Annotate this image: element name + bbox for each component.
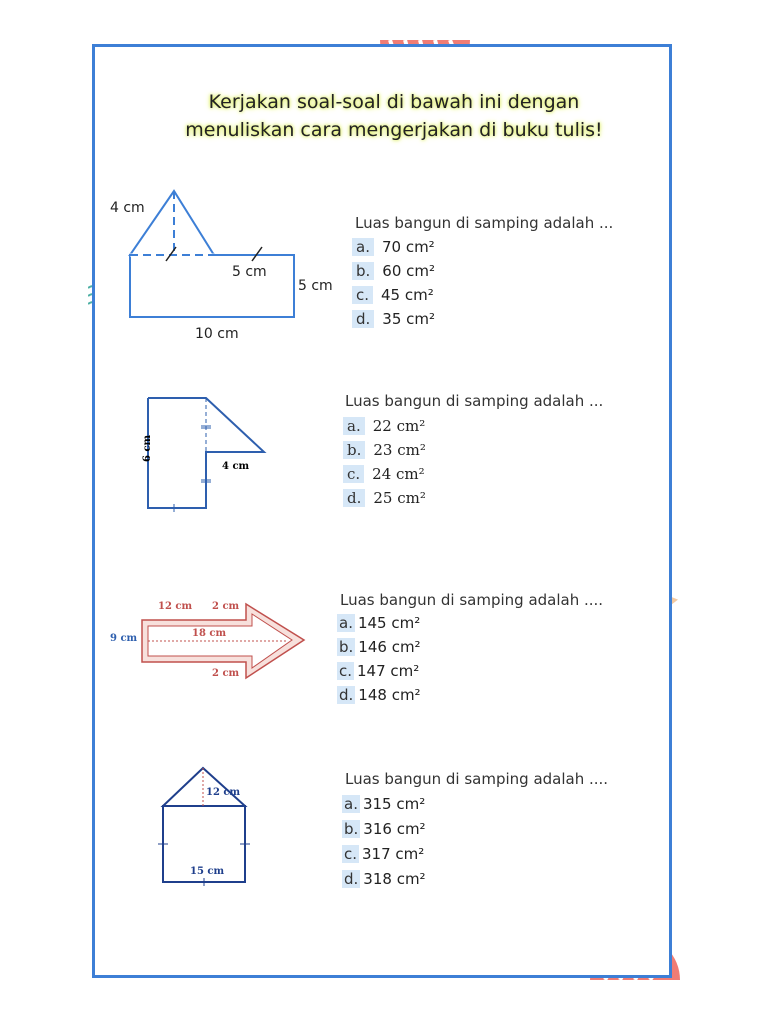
q1-option-c-text: 45 cm² (381, 286, 434, 304)
q1-option-b[interactable] (352, 262, 435, 280)
q4-label-height: 12 cm (206, 787, 241, 798)
q1-option-d-letter: d. (352, 310, 374, 328)
q2-option-c[interactable] (343, 465, 425, 483)
q3-label-top-left: 12 cm (158, 601, 193, 612)
q1-option-d[interactable] (352, 310, 435, 328)
q2-option-d-letter: d. (343, 489, 365, 507)
q2-option-a[interactable] (343, 417, 425, 435)
q2-option-a-text: 22 cm² (372, 417, 426, 435)
q1-label-side: 5 cm (298, 278, 333, 294)
q3-option-a-letter: a. (339, 614, 353, 632)
q3-prompt: Luas bangun di samping adalah .... (340, 591, 604, 609)
q3-option-c-text: 147 cm² (357, 662, 420, 680)
q3-option-d-text: 148 cm² (358, 686, 421, 704)
q3-option-d[interactable] (337, 686, 421, 704)
q2-option-b[interactable] (343, 441, 426, 459)
q2-option-c-text: 24 cm² (372, 465, 425, 483)
q2-option-d[interactable] (343, 489, 426, 507)
q4-prompt: Luas bangun di samping adalah .... (345, 770, 609, 788)
q1-option-b-text: 60 cm² (382, 262, 436, 280)
q3-option-c-letter: c. (339, 662, 353, 680)
q3-option-b-text: 146 cm² (358, 638, 421, 656)
q2-label-height: 6 cm (142, 434, 153, 462)
q4-option-d-text: 318 cm² (363, 870, 426, 888)
q1-option-b-letter: b. (352, 262, 374, 280)
q1-option-a-letter: a. (352, 238, 374, 256)
q2-option-b-text: 23 cm² (373, 441, 426, 459)
q1-label-inner: 5 cm (232, 264, 267, 280)
q1-prompt: Luas bangun di samping adalah ... (355, 214, 614, 232)
q4-option-b[interactable] (342, 820, 426, 838)
q3-label-top-right: 2 cm (212, 601, 240, 612)
q1-option-c[interactable] (352, 286, 434, 304)
q3-option-a-text: 145 cm² (357, 614, 421, 632)
q3-option-a[interactable] (337, 614, 420, 632)
q2-option-a-letter: a. (343, 417, 365, 435)
q3-label-bottom: 2 cm (212, 668, 240, 679)
q2-option-d-text: 25 cm² (373, 489, 426, 507)
q4-option-c-text: 317 cm² (362, 845, 425, 863)
q1-option-a-text: 70 cm² (381, 238, 435, 256)
instruction-line-2: menuliskan cara mengerjakan di buku tulis! (185, 119, 603, 141)
q4-option-c[interactable] (342, 845, 424, 863)
q2-option-c-letter: c. (343, 465, 364, 483)
q1-option-c-letter: c. (352, 286, 373, 304)
q4-option-a-letter: a. (344, 795, 358, 813)
q4-option-a[interactable] (342, 795, 425, 813)
q4-option-d[interactable] (342, 870, 426, 888)
q4-label-bottom: 15 cm (190, 866, 225, 877)
q3-option-d-letter: d. (339, 686, 354, 704)
q1-label-top: 4 cm (110, 200, 145, 216)
q3-option-b-letter: b. (339, 638, 354, 656)
q2-prompt: Luas bangun di samping adalah ... (345, 392, 604, 410)
q1-label-bottom: 10 cm (195, 326, 239, 342)
q3-option-c[interactable] (337, 662, 419, 680)
q4-option-b-letter: b. (344, 820, 359, 838)
q1-option-d-text: 35 cm² (382, 310, 436, 328)
q4-option-b-text: 316 cm² (363, 820, 426, 838)
instruction-line-1: Kerjakan soal-soal di bawah ini dengan (208, 91, 580, 113)
q4-option-a-text: 315 cm² (362, 795, 426, 813)
q4-option-c-letter: c. (344, 845, 358, 863)
q1-option-a[interactable] (352, 238, 435, 256)
q3-label-left: 9 cm (110, 633, 138, 644)
q1-figure (110, 185, 350, 325)
q2-figure (140, 392, 280, 517)
q3-label-middle: 18 cm (192, 628, 227, 639)
q2-option-b-letter: b. (343, 441, 365, 459)
q2-label-width: 4 cm (222, 461, 250, 472)
q3-option-b[interactable] (337, 638, 421, 656)
q4-option-d-letter: d. (344, 870, 359, 888)
